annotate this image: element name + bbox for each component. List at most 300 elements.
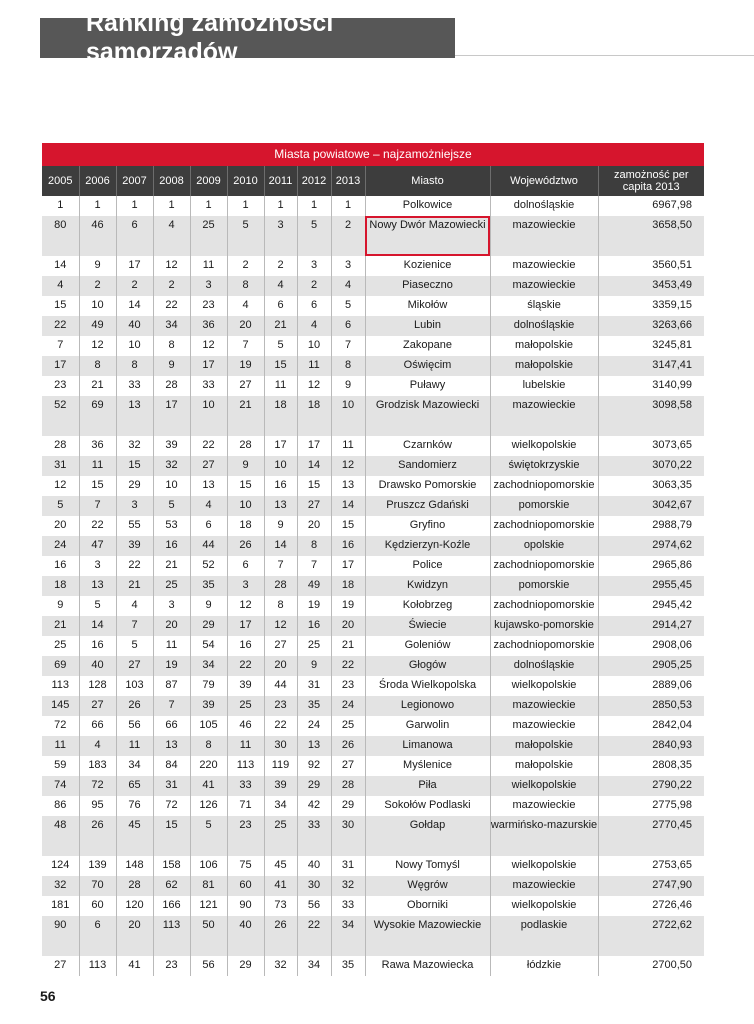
cell-voivodeship: zachodniopomorskie	[490, 476, 598, 496]
cell-rank-2005: 25	[42, 636, 79, 656]
table-row	[42, 456, 704, 476]
cell-rank-2010: 7	[227, 336, 264, 356]
cell-rank-2013: 6	[331, 316, 365, 336]
cell-rank-2006: 66	[79, 716, 116, 736]
table-body	[42, 196, 704, 976]
cell-rank-2011: 28	[264, 576, 297, 596]
cell-city: Wysokie Mazowieckie	[365, 916, 490, 956]
cell-voivodeship: dolnośląskie	[490, 316, 598, 336]
cell-city: Drawsko Pomorskie	[365, 476, 490, 496]
cell-rank-2012: 22	[297, 916, 331, 956]
cell-rank-2012: 8	[297, 536, 331, 556]
table-row	[42, 656, 704, 676]
cell-rank-2011: 2	[264, 256, 297, 276]
cell-city: Polkowice	[365, 196, 490, 216]
cell-rank-2013: 20	[331, 616, 365, 636]
cell-rank-2008: 66	[153, 716, 190, 736]
cell-rank-2010: 3	[227, 576, 264, 596]
cell-city: Gołdap	[365, 816, 490, 856]
cell-rank-2007: 21	[116, 576, 153, 596]
cell-rank-2007: 5	[116, 636, 153, 656]
table-row	[42, 736, 704, 756]
cell-rank-2011: 26	[264, 916, 297, 956]
cell-rank-2010: 28	[227, 436, 264, 456]
header-2008: 2008	[153, 166, 190, 196]
cell-rank-2010: 8	[227, 276, 264, 296]
cell-rank-2011: 8	[264, 596, 297, 616]
cell-rank-2010: 20	[227, 316, 264, 336]
cell-voivodeship: zachodniopomorskie	[490, 516, 598, 536]
cell-rank-2013: 34	[331, 916, 365, 956]
cell-rank-2005: 11	[42, 736, 79, 756]
cell-rank-2010: 75	[227, 856, 264, 876]
cell-rank-2009: 23	[190, 296, 227, 316]
cell-rank-2011: 27	[264, 636, 297, 656]
cell-rank-2013: 21	[331, 636, 365, 656]
cell-rank-2007: 7	[116, 616, 153, 636]
cell-voivodeship: dolnośląskie	[490, 196, 598, 216]
cell-rank-2005: 24	[42, 536, 79, 556]
table-row	[42, 676, 704, 696]
cell-voivodeship: mazowieckie	[490, 716, 598, 736]
cell-rank-2008: 53	[153, 516, 190, 536]
cell-rank-2007: 10	[116, 336, 153, 356]
cell-rank-2012: 33	[297, 816, 331, 856]
cell-wealth-per-capita: 2770,45	[598, 816, 704, 856]
table-row	[42, 376, 704, 396]
cell-rank-2010: 113	[227, 756, 264, 776]
cell-rank-2012: 14	[297, 456, 331, 476]
cell-rank-2005: 1	[42, 196, 79, 216]
cell-rank-2007: 2	[116, 276, 153, 296]
table-row	[42, 536, 704, 556]
cell-voivodeship: śląskie	[490, 296, 598, 316]
cell-rank-2006: 3	[79, 556, 116, 576]
cell-rank-2013: 32	[331, 876, 365, 896]
table-row	[42, 476, 704, 496]
cell-rank-2008: 23	[153, 956, 190, 976]
cell-rank-2012: 49	[297, 576, 331, 596]
cell-rank-2005: 16	[42, 556, 79, 576]
cell-rank-2006: 5	[79, 596, 116, 616]
header-2010: 2010	[227, 166, 264, 196]
cell-rank-2007: 11	[116, 736, 153, 756]
cell-rank-2007: 20	[116, 916, 153, 956]
cell-rank-2011: 1	[264, 196, 297, 216]
cell-voivodeship: wielkopolskie	[490, 896, 598, 916]
cell-rank-2006: 15	[79, 476, 116, 496]
cell-wealth-per-capita: 3560,51	[598, 256, 704, 276]
cell-rank-2010: 22	[227, 656, 264, 676]
cell-rank-2008: 19	[153, 656, 190, 676]
cell-rank-2013: 9	[331, 376, 365, 396]
cell-rank-2008: 158	[153, 856, 190, 876]
cell-city: Oborniki	[365, 896, 490, 916]
cell-voivodeship: mazowieckie	[490, 876, 598, 896]
cell-rank-2011: 119	[264, 756, 297, 776]
cell-rank-2008: 10	[153, 476, 190, 496]
cell-rank-2008: 62	[153, 876, 190, 896]
cell-rank-2006: 36	[79, 436, 116, 456]
cell-rank-2006: 4	[79, 736, 116, 756]
cell-rank-2009: 36	[190, 316, 227, 336]
header-2006: 2006	[79, 166, 116, 196]
cell-rank-2013: 27	[331, 756, 365, 776]
cell-rank-2011: 6	[264, 296, 297, 316]
cell-rank-2007: 22	[116, 556, 153, 576]
cell-city: Pruszcz Gdański	[365, 496, 490, 516]
cell-rank-2010: 60	[227, 876, 264, 896]
table-row	[42, 396, 704, 436]
cell-rank-2011: 16	[264, 476, 297, 496]
cell-city: Limanowa	[365, 736, 490, 756]
cell-rank-2006: 9	[79, 256, 116, 276]
cell-rank-2007: 55	[116, 516, 153, 536]
cell-voivodeship: podlaskie	[490, 916, 598, 956]
cell-voivodeship: pomorskie	[490, 496, 598, 516]
table-row	[42, 256, 704, 276]
ranking-table-container	[42, 143, 704, 976]
cell-rank-2009: 27	[190, 456, 227, 476]
cell-voivodeship: lubelskie	[490, 376, 598, 396]
table-row	[42, 816, 704, 856]
cell-city: Nowy Dwór Mazowiecki	[365, 216, 490, 256]
ranking-table	[42, 166, 704, 976]
cell-rank-2005: 86	[42, 796, 79, 816]
table-header-row	[42, 166, 704, 196]
cell-wealth-per-capita: 3140,99	[598, 376, 704, 396]
cell-rank-2007: 26	[116, 696, 153, 716]
cell-rank-2005: 4	[42, 276, 79, 296]
cell-rank-2009: 79	[190, 676, 227, 696]
cell-wealth-per-capita: 3070,22	[598, 456, 704, 476]
cell-rank-2007: 45	[116, 816, 153, 856]
table-row	[42, 696, 704, 716]
cell-rank-2005: 9	[42, 596, 79, 616]
cell-rank-2012: 42	[297, 796, 331, 816]
cell-rank-2009: 81	[190, 876, 227, 896]
cell-rank-2009: 13	[190, 476, 227, 496]
cell-rank-2011: 21	[264, 316, 297, 336]
cell-rank-2006: 6	[79, 916, 116, 956]
cell-rank-2012: 17	[297, 436, 331, 456]
cell-voivodeship: zachodniopomorskie	[490, 636, 598, 656]
cell-rank-2009: 52	[190, 556, 227, 576]
cell-rank-2007: 41	[116, 956, 153, 976]
cell-rank-2009: 121	[190, 896, 227, 916]
cell-rank-2007: 14	[116, 296, 153, 316]
cell-rank-2013: 4	[331, 276, 365, 296]
cell-rank-2006: 40	[79, 656, 116, 676]
cell-city: Puławy	[365, 376, 490, 396]
cell-rank-2005: 20	[42, 516, 79, 536]
cell-rank-2005: 7	[42, 336, 79, 356]
cell-voivodeship: mazowieckie	[490, 796, 598, 816]
cell-rank-2010: 15	[227, 476, 264, 496]
cell-rank-2011: 3	[264, 216, 297, 256]
cell-voivodeship: zachodniopomorskie	[490, 596, 598, 616]
cell-city: Węgrów	[365, 876, 490, 896]
table-row	[42, 196, 704, 216]
cell-rank-2012: 3	[297, 256, 331, 276]
cell-rank-2005: 18	[42, 576, 79, 596]
cell-wealth-per-capita: 2889,06	[598, 676, 704, 696]
cell-rank-2008: 3	[153, 596, 190, 616]
table-row	[42, 516, 704, 536]
cell-voivodeship: mazowieckie	[490, 216, 598, 256]
cell-rank-2007: 34	[116, 756, 153, 776]
cell-rank-2012: 35	[297, 696, 331, 716]
cell-city: Sandomierz	[365, 456, 490, 476]
cell-city: Lubin	[365, 316, 490, 336]
cell-rank-2011: 41	[264, 876, 297, 896]
cell-rank-2005: 21	[42, 616, 79, 636]
cell-wealth-per-capita: 2753,65	[598, 856, 704, 876]
cell-voivodeship: świętokrzyskie	[490, 456, 598, 476]
cell-rank-2006: 128	[79, 676, 116, 696]
cell-wealth-per-capita: 2988,79	[598, 516, 704, 536]
cell-rank-2011: 17	[264, 436, 297, 456]
cell-rank-2011: 73	[264, 896, 297, 916]
cell-rank-2008: 9	[153, 356, 190, 376]
cell-rank-2012: 15	[297, 476, 331, 496]
cell-voivodeship: mazowieckie	[490, 276, 598, 296]
cell-rank-2012: 40	[297, 856, 331, 876]
cell-rank-2008: 28	[153, 376, 190, 396]
cell-rank-2010: 26	[227, 536, 264, 556]
cell-rank-2009: 12	[190, 336, 227, 356]
cell-rank-2013: 18	[331, 576, 365, 596]
cell-rank-2008: 17	[153, 396, 190, 436]
cell-rank-2005: 72	[42, 716, 79, 736]
cell-rank-2013: 29	[331, 796, 365, 816]
table-row	[42, 916, 704, 956]
cell-rank-2005: 48	[42, 816, 79, 856]
cell-rank-2011: 18	[264, 396, 297, 436]
cell-rank-2013: 19	[331, 596, 365, 616]
cell-rank-2013: 3	[331, 256, 365, 276]
table-row	[42, 636, 704, 656]
cell-rank-2011: 4	[264, 276, 297, 296]
cell-rank-2009: 34	[190, 656, 227, 676]
cell-wealth-per-capita: 2842,04	[598, 716, 704, 736]
cell-voivodeship: pomorskie	[490, 576, 598, 596]
cell-rank-2007: 15	[116, 456, 153, 476]
cell-rank-2006: 113	[79, 956, 116, 976]
cell-wealth-per-capita: 3147,41	[598, 356, 704, 376]
cell-city: Czarnków	[365, 436, 490, 456]
cell-rank-2010: 29	[227, 956, 264, 976]
cell-rank-2008: 166	[153, 896, 190, 916]
cell-wealth-per-capita: 3063,35	[598, 476, 704, 496]
table-row	[42, 856, 704, 876]
cell-rank-2006: 1	[79, 196, 116, 216]
cell-voivodeship: małopolskie	[490, 336, 598, 356]
cell-rank-2006: 69	[79, 396, 116, 436]
header-2011: 2011	[264, 166, 297, 196]
cell-rank-2013: 30	[331, 816, 365, 856]
cell-rank-2011: 30	[264, 736, 297, 756]
cell-rank-2006: 12	[79, 336, 116, 356]
cell-rank-2010: 4	[227, 296, 264, 316]
cell-wealth-per-capita: 2700,50	[598, 956, 704, 976]
cell-rank-2006: 95	[79, 796, 116, 816]
cell-rank-2005: 15	[42, 296, 79, 316]
cell-rank-2008: 113	[153, 916, 190, 956]
cell-rank-2009: 3	[190, 276, 227, 296]
cell-rank-2005: 27	[42, 956, 79, 976]
cell-rank-2006: 14	[79, 616, 116, 636]
cell-rank-2005: 5	[42, 496, 79, 516]
cell-rank-2013: 31	[331, 856, 365, 876]
cell-rank-2013: 14	[331, 496, 365, 516]
page-number: 56	[40, 988, 56, 1004]
cell-rank-2012: 20	[297, 516, 331, 536]
cell-rank-2010: 25	[227, 696, 264, 716]
cell-rank-2013: 25	[331, 716, 365, 736]
cell-rank-2009: 1	[190, 196, 227, 216]
cell-rank-2010: 40	[227, 916, 264, 956]
cell-city: Legionowo	[365, 696, 490, 716]
cell-rank-2011: 11	[264, 376, 297, 396]
cell-wealth-per-capita: 2974,62	[598, 536, 704, 556]
cell-rank-2008: 15	[153, 816, 190, 856]
cell-rank-2013: 1	[331, 196, 365, 216]
cell-city: Police	[365, 556, 490, 576]
cell-rank-2011: 7	[264, 556, 297, 576]
cell-voivodeship: mazowieckie	[490, 696, 598, 716]
cell-city: Świecie	[365, 616, 490, 636]
cell-wealth-per-capita: 3359,15	[598, 296, 704, 316]
cell-rank-2008: 39	[153, 436, 190, 456]
cell-rank-2012: 30	[297, 876, 331, 896]
cell-rank-2013: 16	[331, 536, 365, 556]
table-row	[42, 356, 704, 376]
cell-wealth-per-capita: 6967,98	[598, 196, 704, 216]
cell-city: Rawa Mazowiecka	[365, 956, 490, 976]
cell-wealth-per-capita: 2790,22	[598, 776, 704, 796]
cell-rank-2010: 46	[227, 716, 264, 736]
header-2007: 2007	[116, 166, 153, 196]
cell-rank-2008: 13	[153, 736, 190, 756]
cell-rank-2011: 45	[264, 856, 297, 876]
cell-rank-2011: 32	[264, 956, 297, 976]
cell-rank-2007: 56	[116, 716, 153, 736]
cell-rank-2012: 18	[297, 396, 331, 436]
cell-rank-2012: 34	[297, 956, 331, 976]
cell-rank-2006: 26	[79, 816, 116, 856]
cell-rank-2012: 92	[297, 756, 331, 776]
cell-rank-2007: 1	[116, 196, 153, 216]
cell-rank-2007: 3	[116, 496, 153, 516]
cell-rank-2007: 39	[116, 536, 153, 556]
cell-rank-2005: 124	[42, 856, 79, 876]
cell-city: Mikołów	[365, 296, 490, 316]
cell-rank-2010: 19	[227, 356, 264, 376]
cell-rank-2005: 59	[42, 756, 79, 776]
cell-rank-2013: 7	[331, 336, 365, 356]
cell-rank-2006: 10	[79, 296, 116, 316]
cell-rank-2007: 103	[116, 676, 153, 696]
cell-rank-2009: 105	[190, 716, 227, 736]
header-wealth-per-capita: zamożność per capita 2013	[598, 166, 704, 196]
cell-rank-2009: 44	[190, 536, 227, 556]
cell-rank-2010: 5	[227, 216, 264, 256]
cell-rank-2008: 11	[153, 636, 190, 656]
cell-rank-2010: 2	[227, 256, 264, 276]
cell-rank-2013: 8	[331, 356, 365, 376]
cell-city: Garwolin	[365, 716, 490, 736]
cell-rank-2005: 181	[42, 896, 79, 916]
cell-rank-2007: 6	[116, 216, 153, 256]
table-banner: Miasta powiatowe – najzamożniejsze	[42, 143, 704, 166]
cell-rank-2007: 32	[116, 436, 153, 456]
cell-rank-2009: 39	[190, 696, 227, 716]
table-row	[42, 336, 704, 356]
cell-rank-2012: 10	[297, 336, 331, 356]
cell-rank-2008: 32	[153, 456, 190, 476]
table-row	[42, 276, 704, 296]
cell-voivodeship: mazowieckie	[490, 396, 598, 436]
cell-rank-2013: 17	[331, 556, 365, 576]
cell-rank-2011: 9	[264, 516, 297, 536]
header-2012: 2012	[297, 166, 331, 196]
cell-rank-2009: 106	[190, 856, 227, 876]
table-row	[42, 556, 704, 576]
cell-rank-2011: 20	[264, 656, 297, 676]
cell-rank-2006: 70	[79, 876, 116, 896]
cell-rank-2008: 8	[153, 336, 190, 356]
cell-rank-2011: 39	[264, 776, 297, 796]
cell-rank-2009: 33	[190, 376, 227, 396]
cell-rank-2006: 47	[79, 536, 116, 556]
table-row	[42, 576, 704, 596]
cell-wealth-per-capita: 3453,49	[598, 276, 704, 296]
cell-rank-2009: 126	[190, 796, 227, 816]
cell-rank-2008: 7	[153, 696, 190, 716]
cell-rank-2013: 22	[331, 656, 365, 676]
cell-rank-2005: 22	[42, 316, 79, 336]
cell-rank-2010: 6	[227, 556, 264, 576]
cell-rank-2010: 10	[227, 496, 264, 516]
cell-rank-2013: 35	[331, 956, 365, 976]
cell-rank-2005: 90	[42, 916, 79, 956]
cell-rank-2006: 22	[79, 516, 116, 536]
cell-wealth-per-capita: 2722,62	[598, 916, 704, 956]
cell-voivodeship: mazowieckie	[490, 256, 598, 276]
cell-rank-2007: 120	[116, 896, 153, 916]
cell-rank-2010: 33	[227, 776, 264, 796]
cell-rank-2009: 9	[190, 596, 227, 616]
header-voivodeship: Województwo	[490, 166, 598, 196]
cell-rank-2008: 4	[153, 216, 190, 256]
cell-rank-2006: 49	[79, 316, 116, 336]
cell-wealth-per-capita: 2808,35	[598, 756, 704, 776]
cell-rank-2013: 12	[331, 456, 365, 476]
cell-rank-2013: 11	[331, 436, 365, 456]
cell-rank-2007: 13	[116, 396, 153, 436]
cell-rank-2005: 69	[42, 656, 79, 676]
cell-rank-2007: 8	[116, 356, 153, 376]
cell-rank-2011: 5	[264, 336, 297, 356]
table-row	[42, 956, 704, 976]
header-2009: 2009	[190, 166, 227, 196]
cell-voivodeship: wielkopolskie	[490, 856, 598, 876]
cell-rank-2013: 15	[331, 516, 365, 536]
table-row	[42, 716, 704, 736]
cell-city: Piła	[365, 776, 490, 796]
cell-rank-2010: 17	[227, 616, 264, 636]
